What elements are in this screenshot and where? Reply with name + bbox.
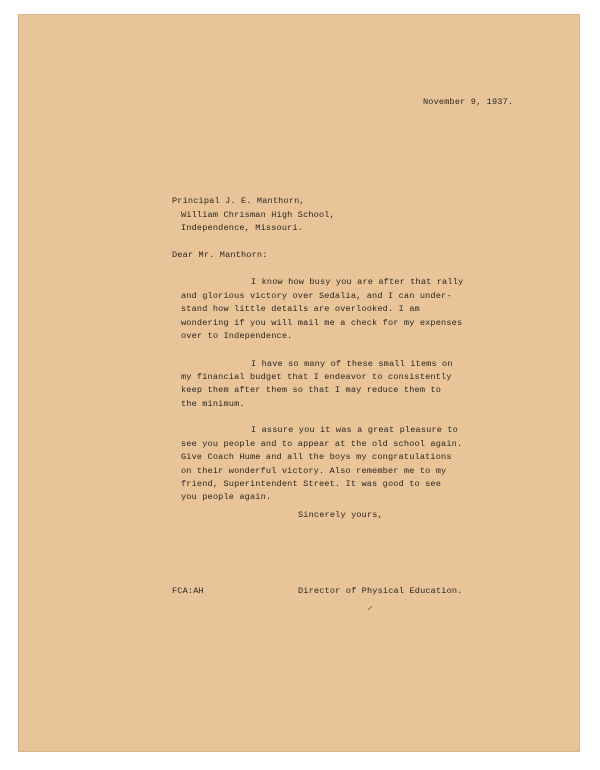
paragraph-line: see you people and to appear at the old school again.	[181, 439, 463, 449]
paragraph-line: over to Independence.	[181, 331, 293, 341]
recipient-school: William Chrisman High School,	[181, 210, 335, 220]
letter-page	[18, 14, 580, 752]
paragraph-line: you people again.	[181, 492, 272, 502]
recipient-name: Principal J. E. Manthorn,	[172, 196, 305, 206]
signature-title: Director of Physical Education.	[298, 586, 463, 596]
paragraph-line: and glorious victory over Sedalia, and I can under-	[181, 291, 452, 301]
paragraph-line: on their wonderful victory. Also remember me to my	[181, 466, 447, 476]
pencil-tick-mark	[367, 605, 373, 611]
paragraph-line: wondering if you will mail me a check for my expenses	[181, 318, 463, 328]
paragraph-line: I have so many of these small items on	[251, 359, 453, 369]
typist-initials: FCA:AH	[172, 586, 204, 596]
paragraph-line: I know how busy you are after that rally	[251, 277, 464, 287]
paragraph-line: stand how little details are overlooked. I am	[181, 304, 420, 314]
paragraph-line: the minimum.	[181, 399, 245, 409]
paragraph-line: I assure you it was a great pleasure to	[251, 425, 458, 435]
paragraph-line: keep them after them so that I may reduce them to	[181, 385, 442, 395]
paragraph-line: my financial budget that I endeavor to consistently	[181, 372, 452, 382]
paragraph-line: Give Coach Hume and all the boys my congratulations	[181, 452, 452, 462]
recipient-city: Independence, Missouri.	[181, 223, 304, 233]
closing: Sincerely yours,	[298, 510, 383, 520]
paragraph-line: friend, Superintendent Street. It was good to see	[181, 479, 442, 489]
salutation: Dear Mr. Manthorn:	[172, 250, 268, 260]
letter-date: November 9, 1937.	[423, 97, 514, 107]
